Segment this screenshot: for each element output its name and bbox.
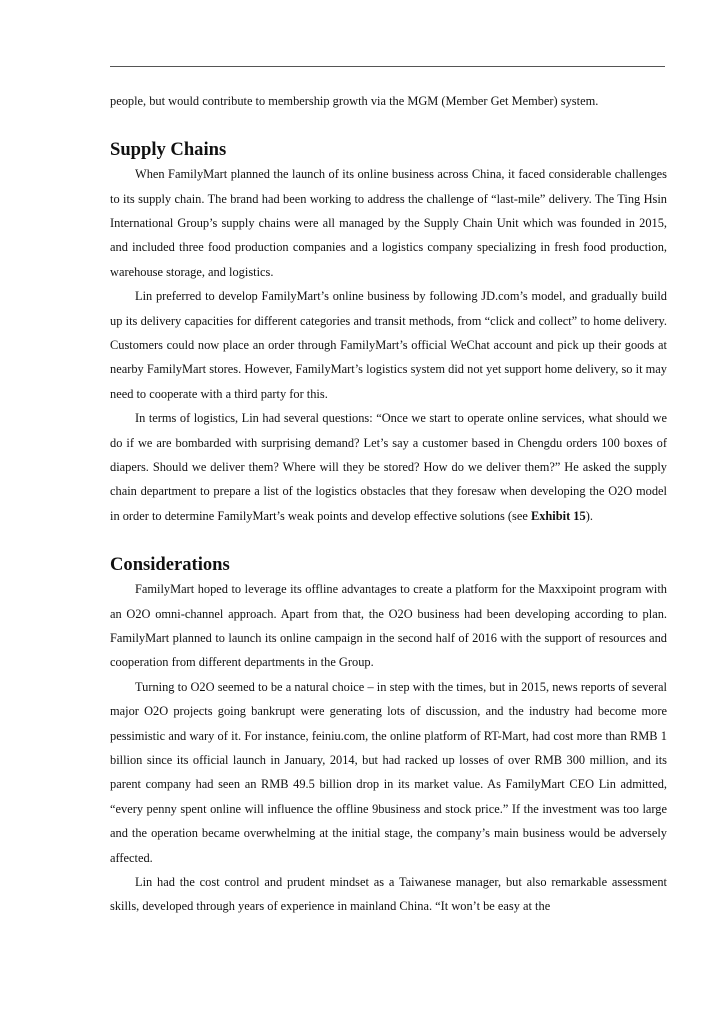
heading-considerations: Considerations bbox=[110, 553, 230, 575]
considerations-paragraph-3: Lin had the cost control and prudent mindset as a Taiwanese manager, but also remarkable assessment skills, developed through years of experience in mainland China. “It won’t be easy at the bbox=[110, 874, 667, 914]
exhibit-15-reference: Exhibit 15 bbox=[530, 508, 586, 523]
heading-supply-chains: Supply Chains bbox=[110, 138, 227, 160]
considerations-paragraph-1: FamilyMart hoped to leverage its offline advantages to create a platform for the Maxxipoint program with an O2O omni-channel approach. Apart from that, the O2O business had been developing according to plan. FamilyMart planned to launch its online campaign in the second half of 2016 with the support of resources and cooperation from different departments in the Group. bbox=[110, 582, 667, 670]
header-rule bbox=[110, 66, 665, 67]
supply-chains-paragraph-3 bbox=[110, 406, 667, 528]
paragraph-3-text-before: In terms of logistics, Lin had several questions: “Once we start to operate online services, what should we do if we are bombarded with surprising demand? Let’s say a customer based in Chengdu orders 100 boxes of diapers. Should we deliver them? Where will they be stored? How do we deliver them?” He asked the supply chain department to prepare a list of the logistics obstacles that they foresaw when developing the O2O model in order to determine FamilyMart’s weak points and develop effective solutions (see bbox=[110, 411, 667, 523]
document-body bbox=[110, 89, 667, 919]
supply-chains-paragraph-2: Lin preferred to develop FamilyMart’s online business by following JD.com’s model, and gradually build up its delivery capacities for different categories and transit methods, from “click and collect” to home delivery. Customers could now place an order through FamilyMart’s official WeChat account and pick up their goods at nearby FamilyMart stores. However, FamilyMart’s logistics system did not yet support home delivery, so it may need to cooperate with a third party for this. bbox=[110, 289, 667, 401]
opening-paragraph: people, but would contribute to membership growth via the MGM (Member Get Member) system. bbox=[110, 94, 599, 108]
considerations-paragraph-2: Turning to O2O seemed to be a natural choice – in step with the times, but in 2015, news reports of several major O2O projects going bankrupt were generating lots of discussion, and the industry had become more pessimistic and wary of it. For instance, feiniu.com, the online platform of RT-Mart, had cost more than RMB 1 billion since its official launch in January, 2014, but had racked up losses of over RMB 300 million, and its parent company had seen an RMB 49.5 billion drop in its market value. As FamilyMart CEO Lin admitted, “every penny spent online will influence the offline 9business and stock price.” If the investment was too large and the operation became overwhelming at the initial stage, the company’s main business would be adversely affected. bbox=[110, 679, 667, 865]
supply-chains-paragraph-1: When FamilyMart planned the launch of its online business across China, it faced considerable challenges to its supply chain. The brand had been working to address the challenge of “last-mile” delivery. The Ting Hsin International Group’s supply chains were all managed by the Supply Chain Unit which was founded in 2015, and included three food production companies and a logistics company specializing in fresh food production, warehouse storage, and logistics. bbox=[110, 167, 667, 279]
paragraph-3-text-after: ). bbox=[585, 508, 593, 523]
